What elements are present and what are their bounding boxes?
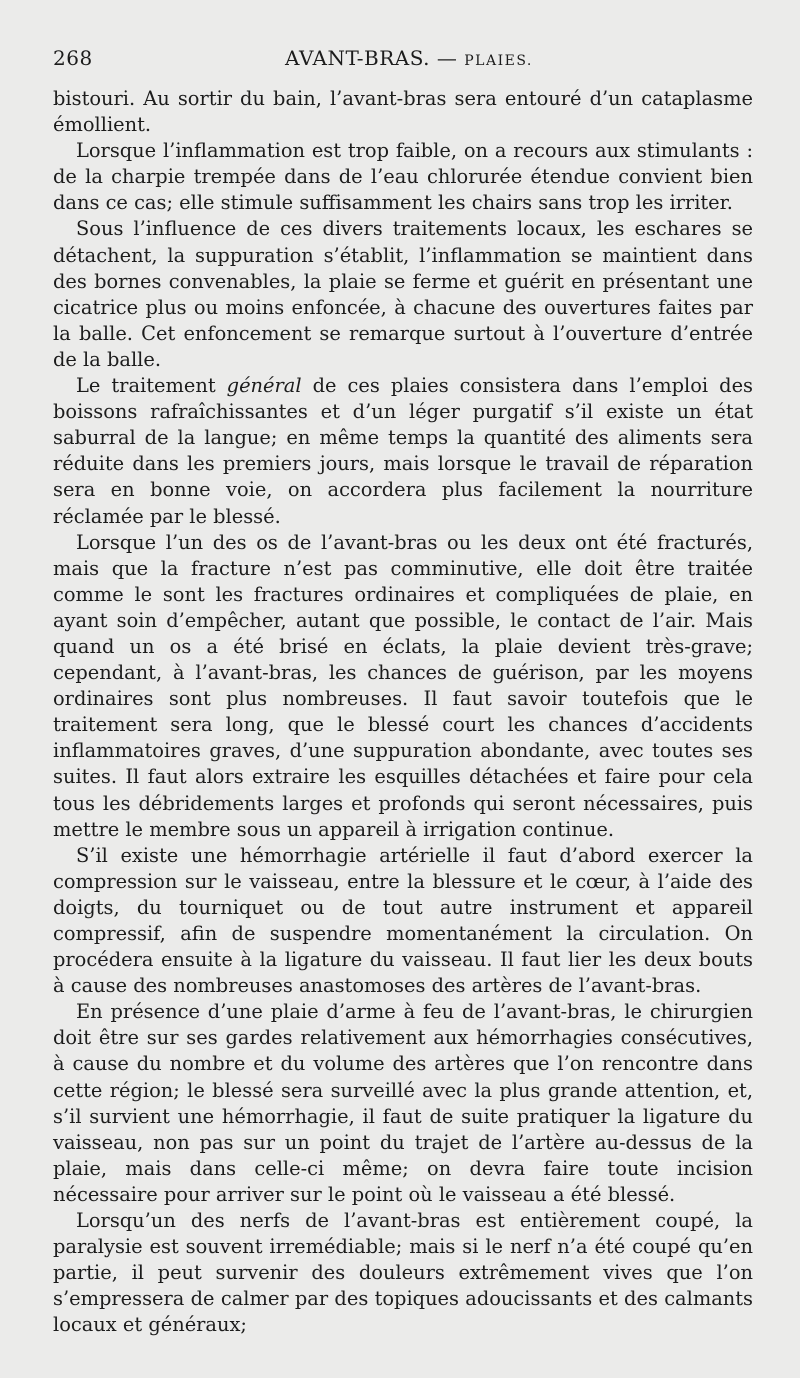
section-title: PLAIES. — [464, 53, 533, 69]
paragraph-2: Lorsque l’inflammation est trop faible, on a recours aux stimulants : de la charpie trempée dans de l’eau chlorurée étendue convient bien dans ce cas; elle stimule suffisamment les chairs sans trop les irriter. — [53, 139, 753, 215]
paragraph-4-emphasis: général — [226, 374, 302, 398]
page-number: 268 — [53, 46, 93, 70]
paragraph-5: Lorsque l’un des os de l’avant-bras ou les deux ont été fracturés, mais que la fracture n’est pas comminutive, elle doit être traitée comme le sont les fractures ordinaires et compliquées de plaie, en ayant soin d’empêcher, autant que possible, le contact de l’air. Mais quand un os a été brisé en éclats, la plaie devient très-grave; cependant, à l’avant-bras, les chances de guérison, par les moyens ordinaires sont plus nombreuses. Il faut savoir toutefois que le traitement sera long, que le blessé court les chances d’accidents inflammatoires graves, d’une suppuration abondante, avec toutes ses suites. Il faut alors extraire les esquilles détachées et faire pour cela tous les débridements larges et profonds qui seront nécessaires, puis mettre le membre sous un appareil à irrigation continue. — [53, 530, 753, 841]
header-separator: — — [430, 46, 465, 70]
paragraph-4-after: de ces plaies consistera dans l’emploi des boissons rafraîchissantes et d’un léger purgatif s’il existe un état saburral de la langue; en même temps la quantité des aliments sera réduite dans les premiers jours, mais lorsque le travail de réparation sera en bonne voie, on accordera plus facilement la nourriture réclamée par le blessé. — [53, 374, 753, 528]
paragraph-3: Sous l’influence de ces divers traitements locaux, les eschares se détachent, la suppuration s’établit, l’inflammation se maintient dans des bornes convenables, la plaie se ferme et guérit en présentant une cicatrice plus ou moins enfoncée, à chacune des ouvertures faites par la balle. Cet enfoncement se remarque surtout à l’ouverture d’entrée de la balle. — [53, 217, 753, 371]
page-header — [53, 46, 753, 76]
body-text — [53, 86, 753, 1339]
paragraph-8: Lorsqu’un des nerfs de l’avant-bras est entièrement coupé, la paralysie est souvent irremédiable; mais si le nerf n’a été coupé qu’en partie, il peut survenir des douleurs extrêmement vives que l’on s’empressera de calmer par des topiques adoucissants et des calmants locaux et généraux; — [53, 1209, 753, 1337]
paragraph-7: En présence d’une plaie d’arme à feu de l’avant-bras, le chirurgien doit être sur ses gardes relativement aux hémorrhagies consécutives, à cause du nombre et du volume des artères que l’on rencontre dans cette région; le blessé sera surveillé avec la plus grande attention, et, s’il survient une hémorrhagie, il faut de suite pratiquer la ligature du vaisseau, non pas sur un point du trajet de l’artère au-dessus de la plaie, mais dans celle-ci même; on devra faire toute incision nécessaire pour arriver sur le point où le vaisseau a été blessé. — [53, 1000, 753, 1206]
paragraph-6: S’il existe une hémorrhagie artérielle il faut d’abord exercer la compression sur le vaisseau, entre la blessure et le cœur, à l’aide des doigts, du tourniquet ou de tout autre instrument et appareil compressif, afin de suspendre momentanément la circulation. On procédera ensuite à la ligature du vaisseau. Il faut lier les deux bouts à cause des nombreuses anastomoses des artères de l’avant-bras. — [53, 843, 753, 998]
paragraph-4-before: Le traitement — [76, 374, 227, 398]
paragraph-4 — [53, 373, 753, 530]
running-head — [285, 46, 533, 70]
running-title: AVANT-BRAS. — [285, 46, 431, 70]
paragraph-1: bistouri. Au sortir du bain, l’avant-bras sera entouré d’un cataplasme émollient. — [53, 87, 753, 137]
